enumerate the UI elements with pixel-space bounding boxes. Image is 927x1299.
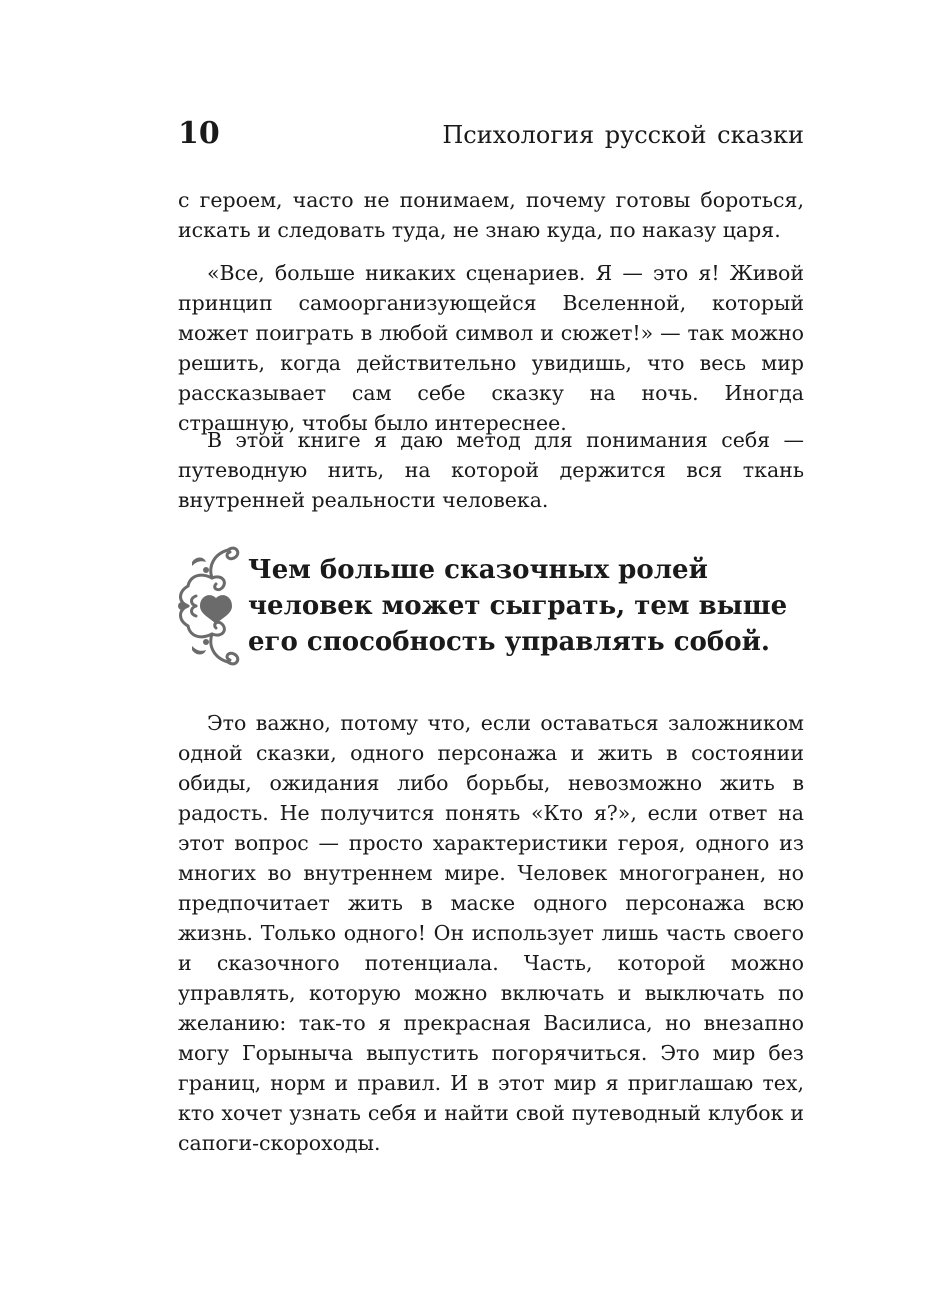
running-title: Психология русской сказки: [442, 121, 804, 149]
page-number: 10: [178, 116, 220, 151]
ornament-flourish-icon: [170, 540, 242, 672]
pull-quote: Чем больше сказочных ролей человек может сыграть, тем выше его способность управлять собой.: [248, 555, 788, 657]
paragraph-3: В этой книге я даю метод для понимания себя — путеводную нить, на которой держится вся ткань внутренней реальности человека.: [178, 428, 804, 512]
paragraph-1: с героем, часто не понимаем, почему готовы бороться, искать и следовать туда, не знаю куда, по наказу царя.: [178, 188, 804, 242]
paragraph-4: Это важно, потому что, если оставаться заложником одной сказки, одного персонажа и жить в состоянии обиды, ожидания либо борьбы, невозможно жить в радость. Не получится понять «Кто я?», если ответ на этот вопрос — просто характеристики героя, одного из многих во внутреннем мире. Человек многогранен, но предпочитает жить в маске одного персонажа всю жизнь. Только одного! Он использует лишь часть своего и сказочного потенциала. Часть, которой можно управлять, которую можно включать и выключать по желанию: так-то я прекрасная Василиса, но внезапно могу Горыныча выпустить погорячиться. Это мир без границ, норм и правил. И в этот мир я приглашаю тех, кто хочет узнать себя и найти свой путеводный клубок и сапоги-скороходы.: [178, 711, 804, 1155]
paragraph-2: «Все, больше никаких сценариев. Я — это я! Живой принцип самоорганизующейся Вселенной, который может поиграть в любой символ и сюжет!» — так можно решить, когда действительно увидишь, что весь мир рассказывает сам себе сказку на ночь. Иногда страшную, чтобы было интереснее.: [178, 261, 804, 435]
